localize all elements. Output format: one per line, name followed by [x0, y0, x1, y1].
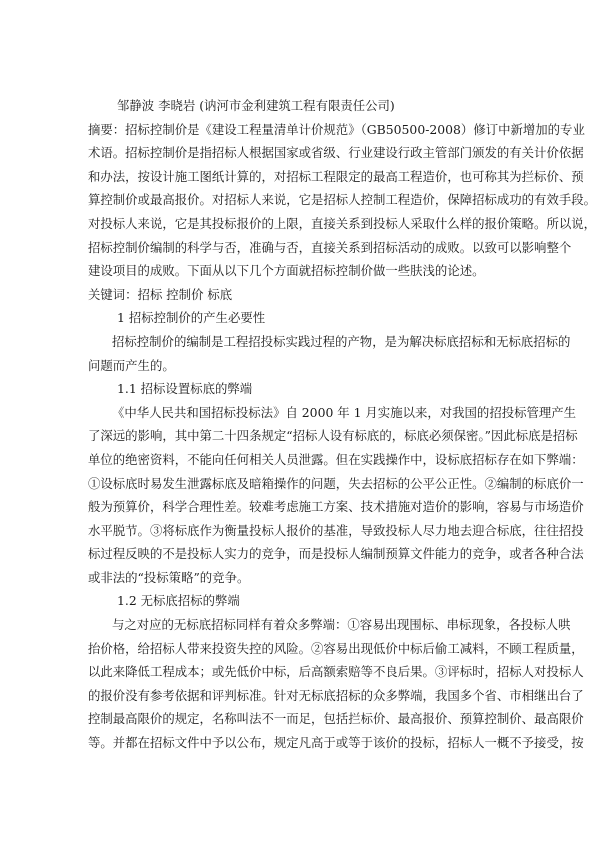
keywords-line: 关键词：招标 控制价 标底 — [88, 286, 233, 302]
body-line: 水平脱节。③将标底作为衡量投标人报价的基准，导致投标人尽力地去迎合标底，往往招投 — [88, 522, 584, 538]
abstract-line: 术语。招标控制价是指招标人根据国家或省级、行业建设行政主管部门颁发的有关计价依据 — [88, 145, 584, 161]
abstract-paragraph — [88, 118, 597, 283]
body-line: 的报价没有参考依据和评判标准。针对无标底招标的众多弊端，我国多个省、市相继出台了 — [88, 687, 584, 703]
body-line: 招标控制价的编制是工程招投标实践过程的产物，是为解决标底招标和无标底招标的 — [112, 333, 571, 349]
body-line: 了深远的影响，其中第二十四条规定“招标人设有标底的，标底必须保密。”因此标底是招标 — [88, 428, 578, 444]
body-line: 单位的绝密资料，不能向任何相关人员泄露。但在实践操作中，设标底招标存在如下弊端： — [88, 451, 584, 467]
abstract-line: 对投标人来说，它是其投标报价的上限，直接关系到投标人采取什么样的报价策略。所以说， — [88, 215, 597, 231]
abstract-line: 招标控制价编制的科学与否，准确与否，直接关系到招标活动的成败。以致可以影响整个 — [88, 239, 572, 255]
body-line: ①设标底时易发生泄露标底及暗箱操作的问题，失去招标的公平公正性。②编制的标底价一 — [88, 475, 584, 491]
body-line: 般为预算价，科学合理性差。较难考虑施工方案、技术措施对造价的影响，容易与市场造价 — [88, 499, 584, 515]
document-page — [88, 94, 597, 755]
body-line: 抬价格，给招标人带来投资失控的风险。②容易出现低价中标后偷工减料，不顾工程质量， — [88, 640, 584, 656]
section-1-1-heading: 1.1 招标设置标底的弊端 — [117, 381, 253, 397]
section-1-heading: 1 招标控制价的产生必要性 — [117, 310, 266, 326]
body-line: 控制最高限价的规定，名称叫法不一而足，包括拦标价、最高报价、预算控制价、最高限价 — [88, 711, 584, 727]
body-line: 《中华人民共和国招标投标法》自 2000 年 1 月实施以来，对我国的招投标管理产生 — [112, 404, 577, 420]
body-line: 问题而产生的。 — [88, 357, 175, 373]
section-1-1-paragraph — [88, 401, 584, 590]
section-1-2-heading: 1.2 无标底招标的弊端 — [117, 593, 240, 609]
abstract-line: 摘要：招标控制价是《建设工程量清单计价规范》（GB50500-2008）修订中新增加的专业 — [88, 121, 585, 137]
authors-line: 邹静波 李晓岩 (讷河市金利建筑工程有限责任公司) — [117, 98, 395, 113]
body-line: 以此来降低工程成本；或先低价中标，后高额索赔等不良后果。③评标时，招标人对投标人 — [88, 664, 584, 680]
body-line: 等。并都在招标文件中予以公布，规定凡高于或等于该价的投标，招标人一概不予接受，按 — [88, 735, 584, 751]
body-line: 与之对应的无标底招标同样有着众多弊端：①容易出现围标、串标现象，各投标人哄 — [112, 617, 571, 633]
abstract-line: 算控制价或最高报价。对招标人来说，它是招标人控制工程造价，保障招标成功的有效手段。 — [88, 192, 597, 208]
section-1-2-paragraph — [88, 613, 584, 755]
abstract-line: 建设项目的成败。下面从以下几个方面就招标控制价做一些肤浅的论述。 — [88, 263, 485, 279]
section-1-paragraph — [88, 330, 571, 377]
body-line: 或非法的“投标策略”的竞争。 — [88, 569, 250, 585]
abstract-line: 和办法，按设计施工图纸计算的，对招标工程限定的最高工程造价，也可称其为拦标价、预 — [88, 168, 584, 184]
body-line: 标过程反映的不是投标人实力的竞争，而是投标人编制预算文件能力的竞争，或者各种合法 — [88, 546, 584, 562]
